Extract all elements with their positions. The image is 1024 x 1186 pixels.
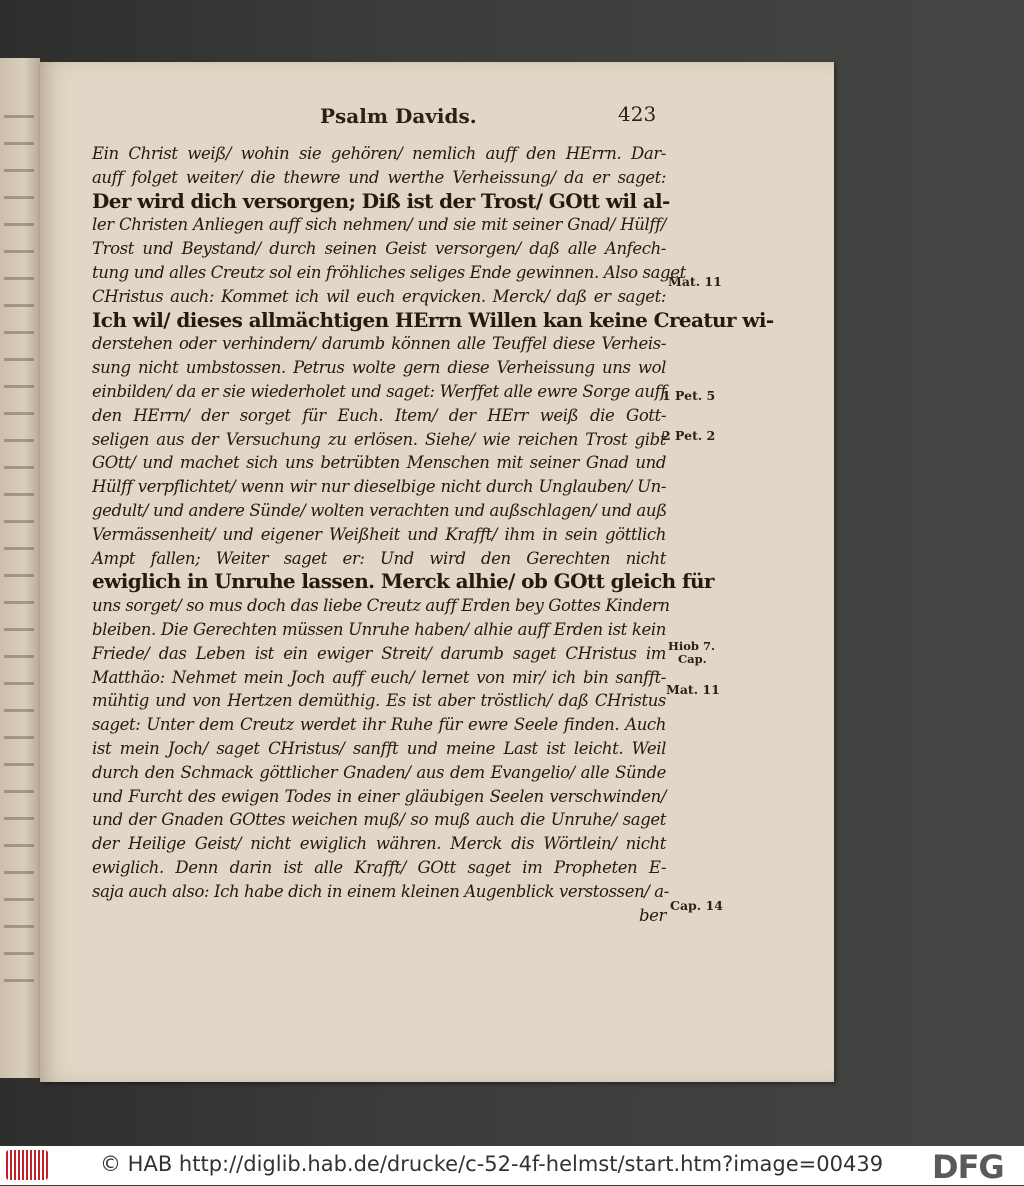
text-line: CHristus auch: Kommet ich wil euch erqvicken. Merck/ daß er saget: [92,286,666,306]
text-line: Ich wil/ dieses allmächtigen HErrn Willen kan keine Creatur wi- [92,307,774,332]
text-line: auff folget weiter/ die thewre und werthe Verheissung/ da er saget: [92,167,666,187]
margin-note: Hiob 7. [668,639,715,653]
text-line: Vermässenheit/ und eigener Weißheit und Krafft/ ihm in sein göttlich [92,524,666,544]
text-line: Trost und Beystand/ durch seinen Geist versorgen/ daß alle Anfech- [92,239,666,259]
text-line: derstehen oder verhindern/ darumb können alle Teuffel diese Verheis- [92,334,666,354]
footer-bar [0,1146,1024,1185]
dfg-logo: DFG [932,1148,1004,1186]
text-line: Matthäo: Nehmet mein Joch auff euch/ lernet von mir/ ich bin sanfft- [92,667,666,687]
text-line: sung nicht umbstossen. Petrus wolte gern diese Verheissung uns wol [92,358,666,378]
text-line: mühtig und von Hertzen demüthig. Es ist aber tröstlich/ daß CHristus [92,691,666,711]
previous-page-edge [0,58,40,1078]
hab-logo-icon [6,1150,48,1180]
margin-note: 2 Pet. 2 [662,428,716,443]
text-line: seligen aus der Versuchung zu erlösen. Siehe/ wie reichen Trost gibt [92,429,666,449]
text-line: einbilden/ da er sie wiederholet und saget: Werffet alle ewre Sorge auff [92,381,666,401]
text-line: und Furcht des ewigen Todes in einer gläubigen Seelen verschwinden/ [92,786,666,806]
page-number: 423 [618,102,657,126]
margin-note: Cap. 14 [670,898,723,913]
text-line: uns sorget/ so mus doch das liebe Creutz auff Erden bey Gottes Kindern [92,596,670,616]
margin-note: 1 Pet. 5 [662,388,716,403]
text-line: gedult/ und andere Sünde/ wolten verachten und außschlagen/ und auß [92,500,667,520]
margin-note: Mat. 11 [666,682,720,697]
text-line: Ein Christ weiß/ wohin sie gehören/ nemlich auff den HErrn. Dar- [92,144,666,163]
text-line: ist mein Joch/ saget CHristus/ sanfft und meine Last ist leicht. Weil [92,738,666,758]
source-citation-link[interactable]: © HAB http://diglib.hab.de/drucke/c-52-4f-helmst/start.htm?image=00439 [100,1152,884,1176]
text-line: durch den Schmack göttlicher Gnaden/ aus dem Evangelio/ alle Sünde [92,762,666,782]
text-line: ewiglich. Denn darin ist alle Krafft/ GOtt saget im Propheten E- [92,857,666,877]
text-line: den HErrn/ der sorget für Euch. Item/ der HErr weiß die Gott- [92,405,666,425]
text-line: Der wird dich versorgen; Diß ist der Trost/ GOtt wil al- [92,188,670,213]
text-line: bleiben. Die Gerechten müssen Unruhe haben/ alhie auff Erden ist kein [92,619,666,639]
text-line: tung und alles Creutz sol ein fröhliches seliges Ende gewinnen. Also saget [92,262,686,282]
margin-note: Cap. [678,652,707,666]
text-line: ler Christen Anliegen auff sich nehmen/ und sie mit seiner Gnad/ Hülff/ [92,215,666,235]
text-line: Friede/ das Leben ist ein ewiger Streit/ darumb saget CHristus im [92,643,666,663]
catchword: ber [638,905,666,925]
previous-page-text-fragment [4,98,34,998]
text-line: ewiglich in Unruhe lassen. Merck alhie/ ob GOtt gleich für [92,569,714,594]
running-header: Psalm Davids. [320,104,477,128]
text-line: Ampt fallen; Weiter saget er: Und wird den Gerechten nicht [92,548,666,568]
text-line: Hülff verpflichtet/ wenn wir nur dieselbige nicht durch Unglauben/ Un- [92,477,666,497]
text-line: saja auch also: Ich habe dich in einem kleinen Augenblick verstossen/ a- [92,881,669,901]
text-line: und der Gnaden GOttes weichen muß/ so muß auch die Unruhe/ saget [92,810,666,830]
margin-note: Mat. 11 [668,274,722,289]
text-line: der Heilige Geist/ nicht ewiglich währen. Merck dis Wörtlein/ nicht [92,834,666,854]
text-line: GOtt/ und machet sich uns betrübten Menschen mit seiner Gnad und [92,453,666,473]
text-line: saget: Unter dem Creutz werdet ihr Ruhe für ewre Seele finden. Auch [92,715,666,735]
